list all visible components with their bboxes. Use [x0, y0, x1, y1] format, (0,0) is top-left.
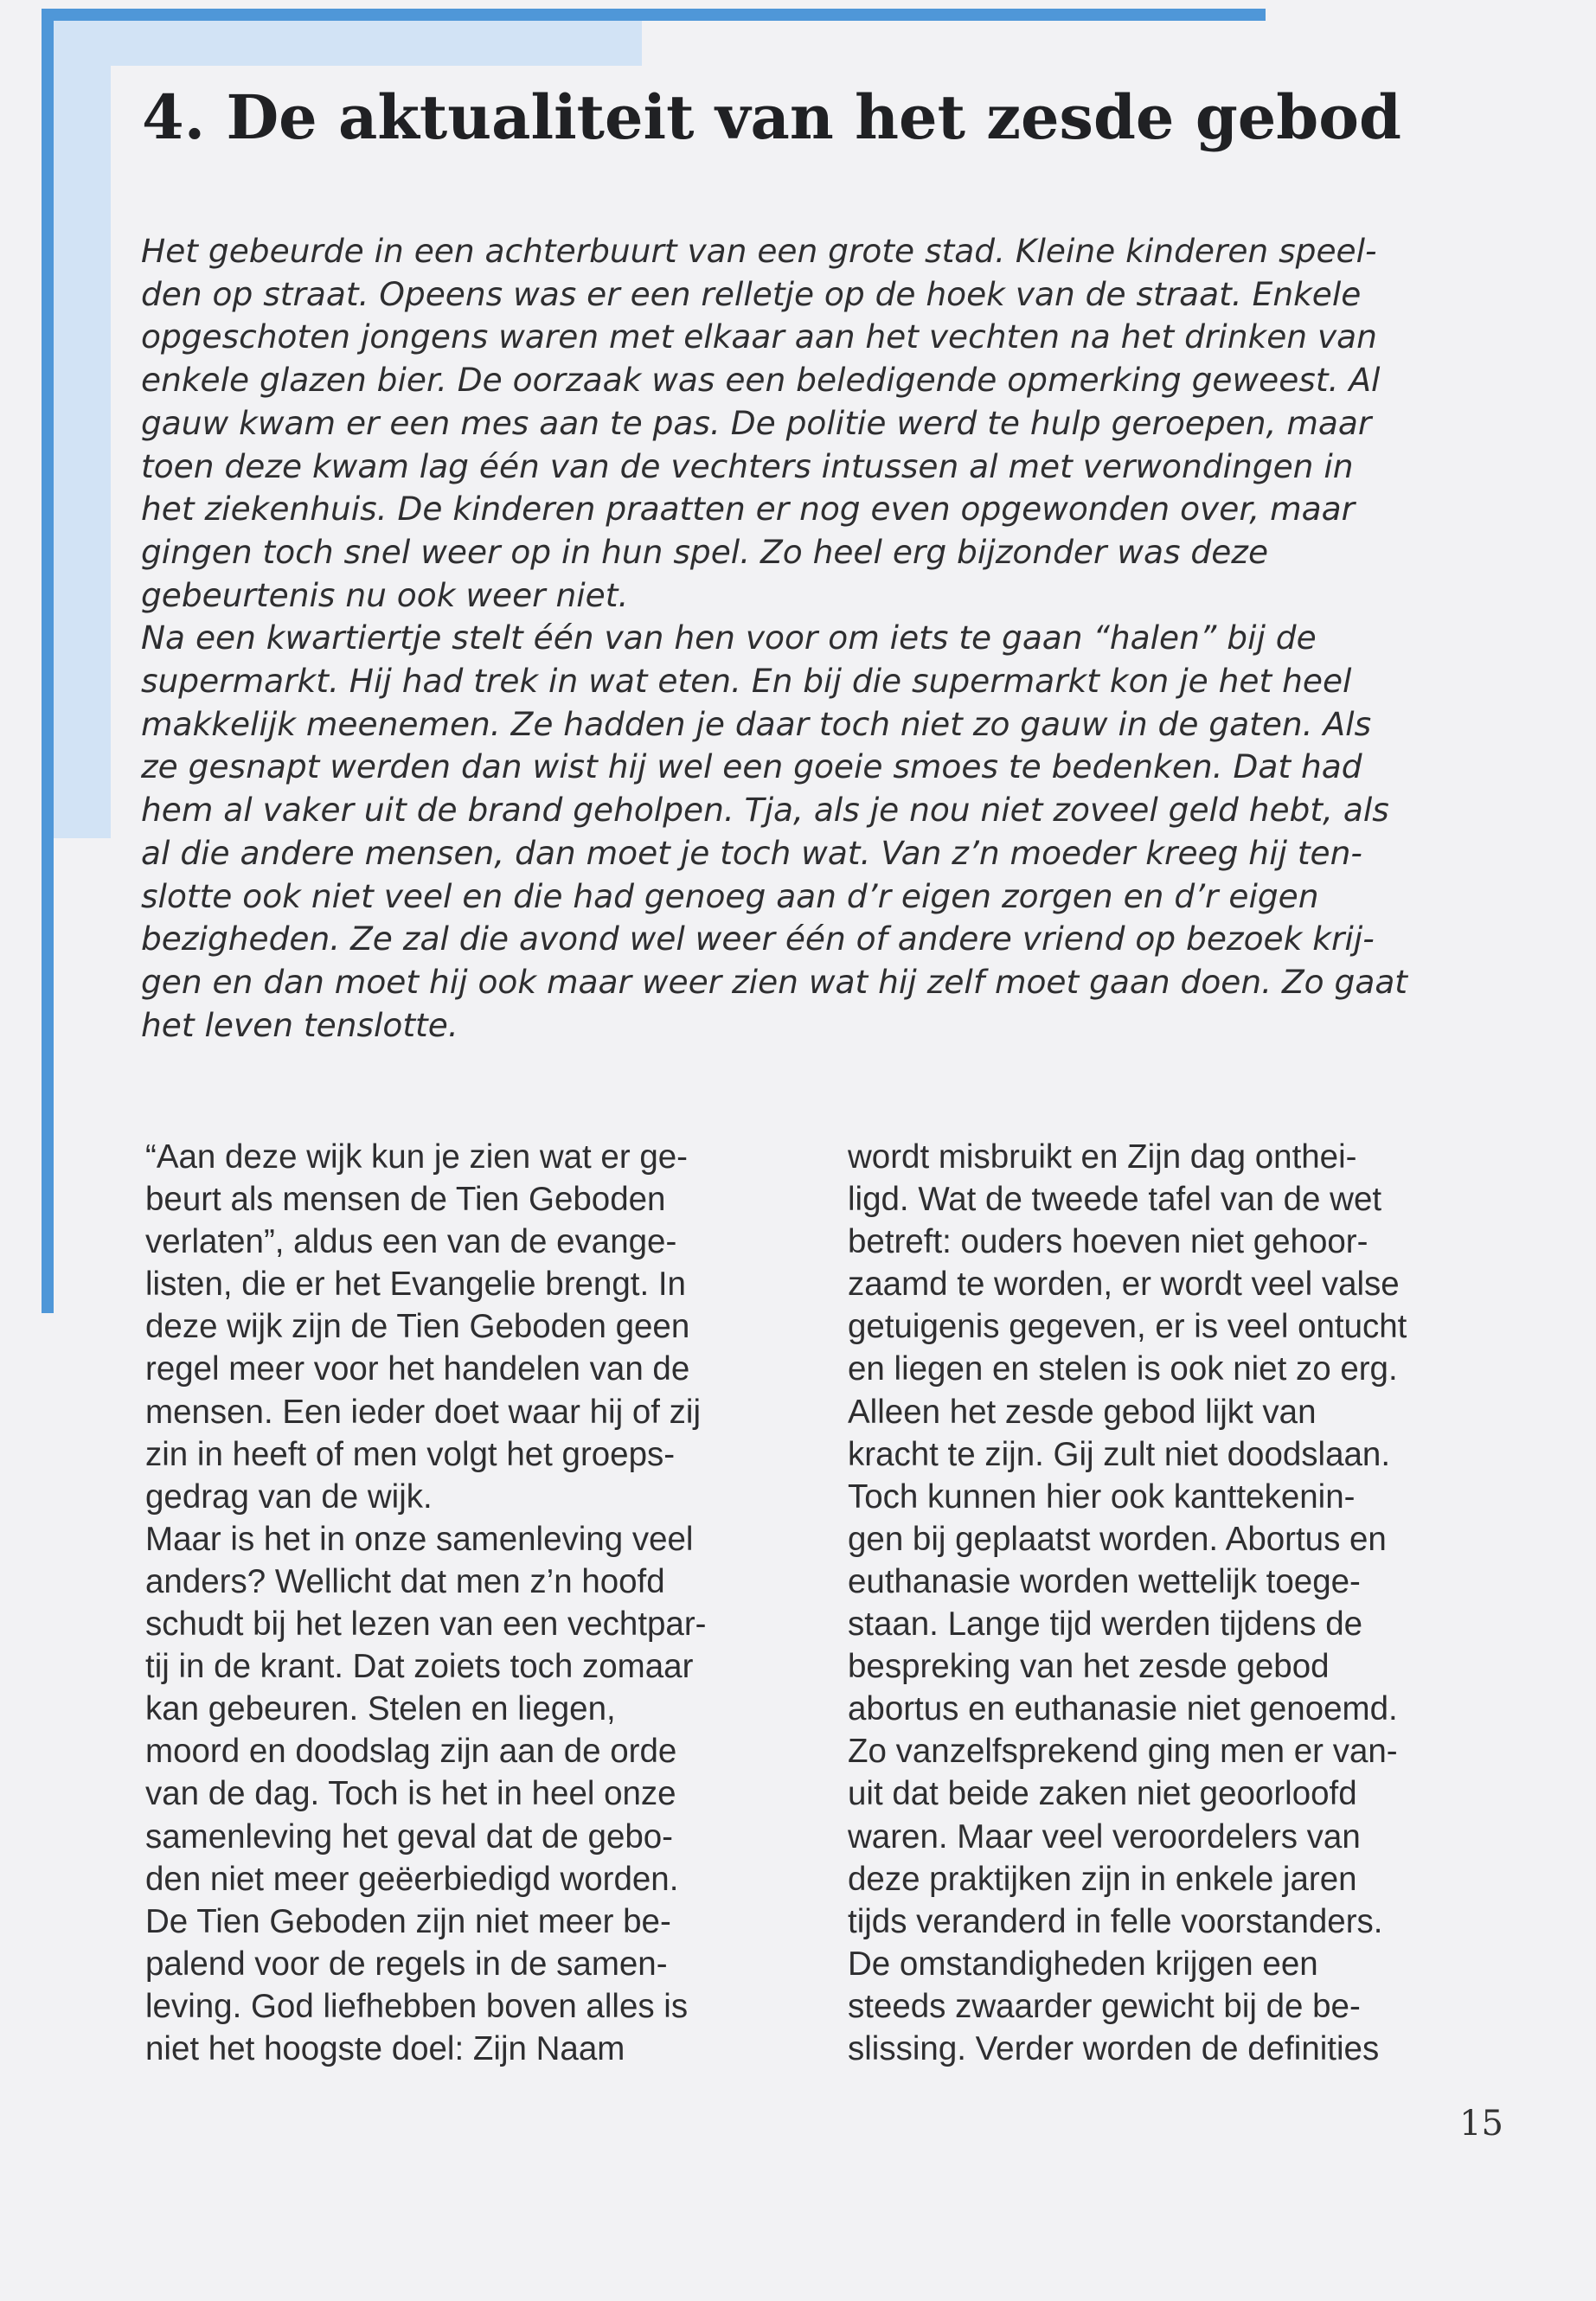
- text-line: kan gebeuren. Stelen en liegen,: [145, 1690, 616, 1728]
- body-paragraph: [145, 1518, 777, 2070]
- text-line: supermarkt. Hij had trek in wat eten. En bij die supermarkt kon je het heel: [141, 662, 1352, 701]
- text-line: schudt bij het lezen van een vechtpar-: [145, 1606, 707, 1644]
- text-line: abortus en euthanasie niet genoemd.: [848, 1690, 1398, 1728]
- text-line: leving. God liefhebben boven alles is: [145, 1987, 689, 2025]
- text-line: Na een kwartiertje stelt één van hen voor om iets te gaan “halen” bij de: [141, 619, 1317, 657]
- text-line: opgeschoten jongens waren met elkaar aan het vechten na het drinken van: [141, 317, 1377, 356]
- text-line: samenleving het geval dat de gebo-: [145, 1817, 674, 1856]
- text-line: het leven tenslotte.: [141, 1005, 458, 1044]
- text-line: en liegen en stelen is ook niet zo erg.: [848, 1350, 1398, 1388]
- text-line: den op straat. Opeens was er een relletje op de hoek van de straat. Enkele: [141, 274, 1362, 313]
- text-line: gebeurtenis nu ook weer niet.: [141, 575, 629, 614]
- text-line: euthanasie worden wettelijk toege-: [848, 1562, 1361, 1600]
- text-line: mensen. Een ieder doet waar hij of zij: [145, 1393, 702, 1431]
- text-line: niet het hoogste doel: Zijn Naam: [145, 2029, 625, 2067]
- text-line: makkelijk meenemen. Ze hadden je daar toch niet zo gauw in de gaten. Als: [141, 704, 1372, 743]
- body-paragraph: [848, 1136, 1471, 2070]
- text-line: regel meer voor het handelen van de: [145, 1350, 690, 1388]
- text-line: ze gesnapt werden dan wist hij wel een goeie smoes te bedenken. Dat had: [141, 747, 1362, 786]
- text-line: Alleen het zesde gebod lijkt van: [848, 1393, 1317, 1431]
- text-line: De omstandigheden krijgen een: [848, 1945, 1318, 1983]
- body-paragraph: [145, 1136, 777, 1518]
- text-line: waren. Maar veel veroordelers van: [848, 1817, 1361, 1856]
- text-line: wordt misbruikt en Zijn dag onthei-: [848, 1138, 1357, 1176]
- text-line: gauw kwam er een mes aan te pas. De politie werd te hulp geroepen, maar: [141, 403, 1372, 442]
- text-line: zin in heeft of men volgt het groeps-: [145, 1435, 676, 1473]
- text-line: getuigenis gegeven, er is veel ontucht: [848, 1308, 1407, 1346]
- text-line: Maar is het in onze samenleving veel: [145, 1520, 694, 1558]
- text-line: anders? Wellicht dat men z’n hoofd: [145, 1562, 665, 1600]
- text-line: ligd. Wat de tweede tafel van de wet: [848, 1181, 1382, 1219]
- text-line: listen, die er het Evangelie brengt. In: [145, 1266, 686, 1304]
- text-line: den niet meer geëerbiedigd worden.: [145, 1860, 679, 1898]
- text-line: kracht te zijn. Gij zult niet doodslaan.: [848, 1435, 1391, 1473]
- text-line: bezigheden. Ze zal die avond wel weer één of andere vriend op bezoek krij-: [141, 920, 1375, 958]
- decorative-top-rule: [42, 9, 1266, 21]
- text-line: tijds veranderd in felle voorstanders.: [848, 1902, 1383, 1940]
- intro-paragraph: [141, 617, 1490, 1047]
- text-line: deze praktijken zijn in enkele jaren: [848, 1860, 1357, 1898]
- text-line: het ziekenhuis. De kinderen praatten er nog even opgewonden over, maar: [141, 490, 1356, 529]
- chapter-title: 4. De aktualiteit van het zesde gebod: [111, 66, 1529, 178]
- text-line: beurt als mensen de Tien Geboden: [145, 1181, 666, 1219]
- decorative-left-rule: [42, 9, 54, 1313]
- text-line: betreft: ouders hoeven niet gehoor-: [848, 1223, 1368, 1261]
- text-line: slissing. Verder worden de definities: [848, 2029, 1380, 2067]
- text-line: deze wijk zijn de Tien Geboden geen: [145, 1308, 690, 1346]
- text-line: gingen toch snel weer op in hun spel. Zo heel erg bijzonder was deze: [141, 532, 1269, 571]
- text-line: De Tien Geboden zijn niet meer be-: [145, 1902, 671, 1940]
- text-line: zaamd te worden, er wordt veel valse: [848, 1266, 1400, 1304]
- text-line: verlaten”, aldus een van de evange-: [145, 1223, 677, 1261]
- text-line: palend voor de regels in de samen-: [145, 1945, 668, 1983]
- text-line: Zo vanzelfsprekend ging men er van-: [848, 1733, 1398, 1771]
- text-line: steeds zwaarder gewicht bij de be-: [848, 1987, 1361, 2025]
- body-column-left: [145, 1136, 777, 2070]
- text-line: uit dat beide zaken niet geoorloofd: [848, 1775, 1357, 1813]
- text-line: al die andere mensen, dan moet je toch wat. Van z’n moeder kreeg hij ten-: [141, 833, 1362, 872]
- text-line: Het gebeurde in een achterbuurt van een grote stad. Kleine kinderen speel-: [141, 232, 1377, 270]
- text-line: toen deze kwam lag één van de vechters intussen al met verwondingen in: [141, 446, 1354, 485]
- text-line: “Aan deze wijk kun je zien wat er ge-: [145, 1138, 688, 1176]
- text-line: Toch kunnen hier ook kanttekenin-: [848, 1477, 1356, 1516]
- text-line: staan. Lange tijd werden tijdens de: [848, 1606, 1363, 1644]
- intro-text: [141, 230, 1490, 1047]
- text-line: van de dag. Toch is het in heel onze: [145, 1775, 676, 1813]
- page-number: 15: [1459, 2104, 1503, 2144]
- text-line: bespreking van het zesde gebod: [848, 1648, 1330, 1686]
- text-line: slotte ook niet veel en die had genoeg aan d’r eigen zorgen en d’r eigen: [141, 876, 1319, 915]
- text-line: enkele glazen bier. De oorzaak was een beledigende opmerking geweest. Al: [141, 361, 1381, 400]
- text-line: gen en dan moet hij ook maar weer zien wat hij zelf moet gaan doen. Zo gaat: [141, 962, 1408, 1001]
- text-line: gen bij geplaatst worden. Abortus en: [848, 1520, 1387, 1558]
- text-line: tij in de krant. Dat zoiets toch zomaar: [145, 1648, 694, 1686]
- text-line: moord en doodslag zijn aan de orde: [145, 1733, 677, 1771]
- text-line: hem al vaker uit de brand geholpen. Tja, als je nou niet zoveel geld hebt, als: [141, 791, 1389, 830]
- body-column-right: [848, 1136, 1471, 2070]
- text-line: gedrag van de wijk.: [145, 1477, 433, 1516]
- intro-paragraph: [141, 230, 1490, 617]
